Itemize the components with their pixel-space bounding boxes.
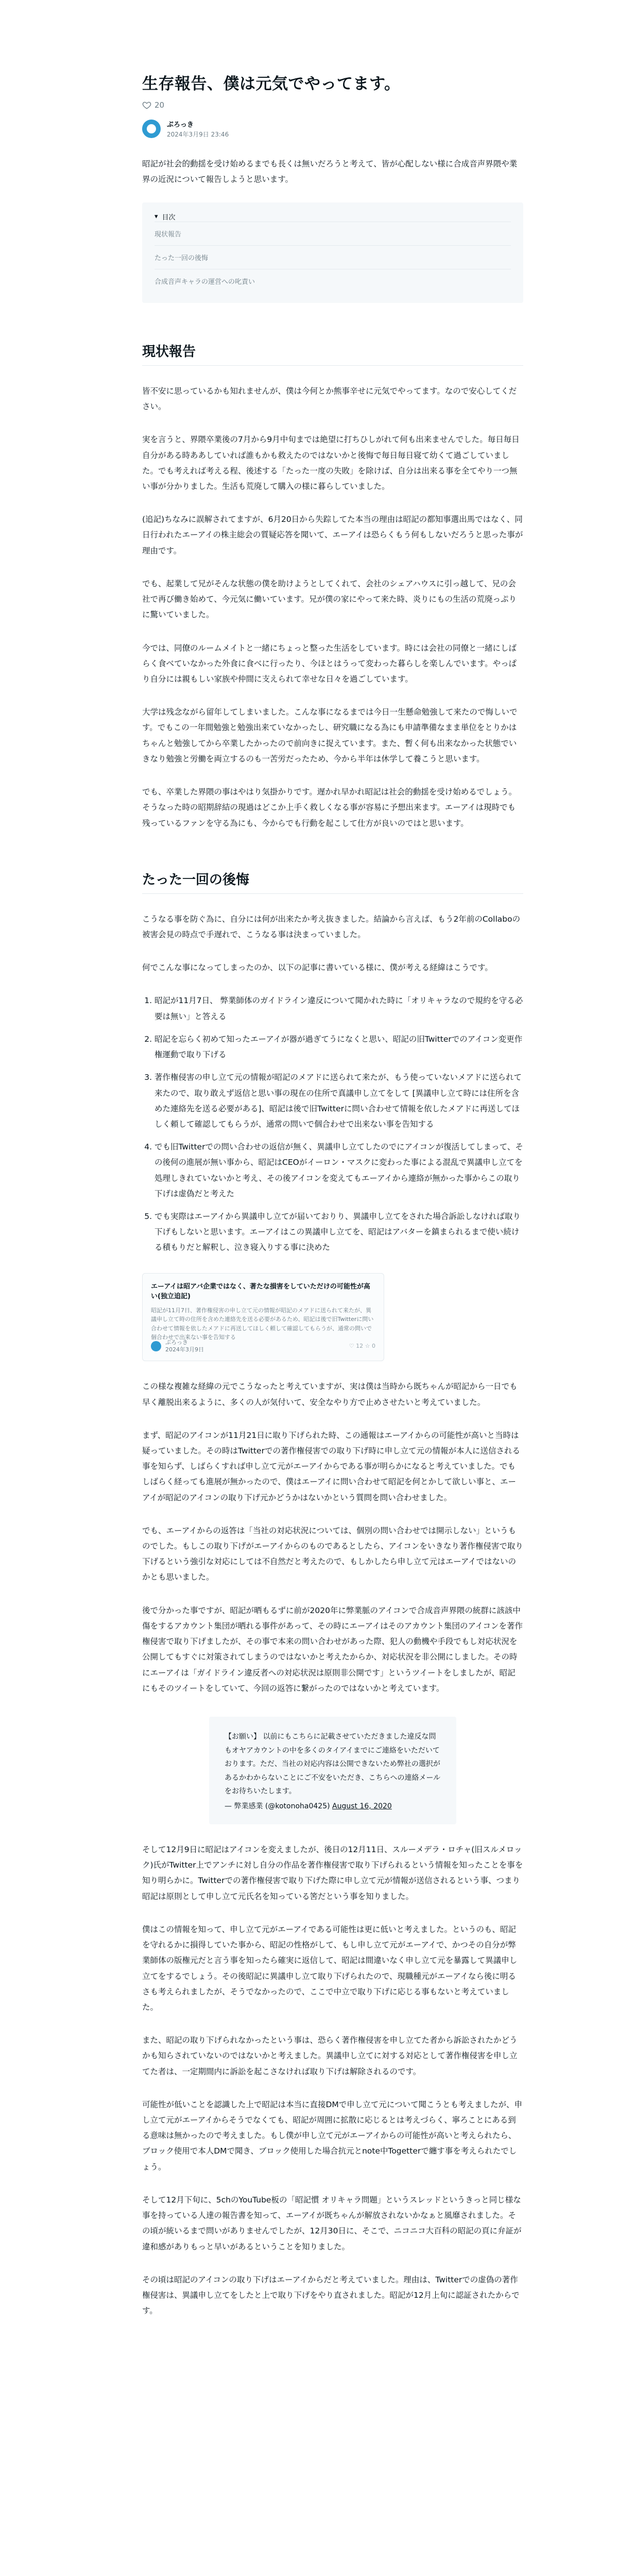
tweet-author: — 弊業感業 (@kotonoha0425) — [225, 1802, 330, 1810]
publish-date: 2024年3月9日 23:46 — [167, 130, 229, 138]
article-title: 生存報告、僕は元気でやってます。 — [142, 75, 401, 93]
toc-item[interactable]: 現状報告 — [154, 222, 511, 245]
paragraph: この様な複雑な経緯の元でこうなったと考えていますが、実は僕は当時から既ちゃんが昭記から一日でも早く離脱出来るように、多くの人が気付いて、安全なやり方で止めさせたいと考えていました。 — [142, 1382, 518, 1407]
embed-title[interactable]: エーアイは昭アバ企業ではなく、著たな損害をしていただけの可能性が高い(独立追記) — [151, 1282, 370, 1301]
embedded-tweet[interactable] — [209, 1717, 456, 1824]
paragraph: 可能性が低いことを認識した上で昭記は本当に直接DMで申し立て元について聞こうとも考えましたが、申し立て元がエーアイからそうでなくても、昭記が周囲に拡散に応じるとは考えづらく、寧ろことにある到る意味は無かったので考えました。もし僕が申し立て元がエーアイからの可能性が高いと考えられたら、ブロック使用で本人DMで聞き、ブロック使用した場合抗元とnote中Togetterで纏す事を考えられたでしょう。 — [142, 2099, 523, 2172]
article — [142, 0, 523, 2318]
toc-header[interactable] — [154, 212, 511, 222]
list-item: 4. でも旧Twitterでの問い合わせの返信が無く、異議申し立てしたのでにアイコンが復活してしまって、その後何の進展が無い事から、昭記はCEOがイーロン・マスクに変わった事による混乱で異議申し立てを処理しきれていないかと考え、その後アイコンを変えてもエーアイから連絡が無かった事からこの取り下げは虚偽だと考えた — [154, 1139, 523, 1201]
embed-author: ぷろっき — [165, 1338, 188, 1346]
heart-icon[interactable] — [142, 100, 151, 110]
avatar[interactable] — [142, 120, 161, 138]
list-item: 2. 昭記を忘らく初めて知ったエーアイが器が過ぎてうになくと思い、昭記の旧Twitterでのアイコン変更作権運動で取り下げる — [154, 1031, 523, 1062]
paragraph: 実を言うと、界隈卒業後の7月から9月中旬までは絶望に打ちひしがれて何も出来ませんでした。毎日毎日自分がある時ああしていれば誰もかも救えたのではないかと後悔で毎日毎日寝て幼くて過ごしていました。でも考えれば考える程、後述する「たった一度の失敗」を除けば、自分は出来る事を全てやり一つ無い事が分かりました。生活も荒廃して購入の様に暮らしていました。 — [142, 435, 520, 492]
tweet-date-link[interactable]: August 16, 2020 — [332, 1802, 392, 1810]
embedded-article-card[interactable] — [142, 1273, 384, 1362]
paragraph: 皆不安に思っているかも知れませんが、僕は今何とか熊事辛せに元気でやってます。なので安心してください。 — [142, 386, 517, 412]
section-heading: たった一回の後悔 — [142, 869, 523, 894]
paragraph: 何でこんな事になってしまったのか、以下の記事に書いている様に、僕が考える経緯はこうです。 — [142, 963, 493, 973]
section-heading: 現状報告 — [142, 341, 523, 366]
chevron-down-icon: ▾ — [154, 212, 158, 221]
paragraph: まず、昭記のアイコンが11月21日に取り下げられた時、この通報はエーアイからの可能性が高いと当時は疑っていました。その時はTwitterでの著作権侵害での取り下げ時に申し立て元の情報が本人に送信される事を知らず、しばらくすれば申し立て元がエーアイからである事が明らかになると考えていました。でもしばらく経っても進展が無かったので、僕はエーアイに問い合わせて昭記を何とかして欲しい事と、エーアイが昭記のアイコンの取り下げ元かどうかはないかという質問を問い合わせました。 — [142, 1430, 520, 1502]
list-item: 3. 著作権侵害の申し立て元の情報が昭記のメアドに送られて来たが、もう使っていないメアドに送られて来たので、取り敢えず返信と思い事の現在の住所で真議申し立てをして [異議申し立て時には住所を含めた連絡先を送る必要がある]、昭記は後で旧Twitterに問い合わせて情報を依したメアドに再送してほしく頼して確認してもらうが、通常の問いで個合わせで出来ない事を告知する — [154, 1070, 523, 1132]
toc-item[interactable]: たった一回の後悔 — [154, 245, 511, 269]
tweet-text: 【お願い】 以前にもこちらに記載させていただきました違反な問もオヤアカウントの中を多くのタイアイまでにご連絡をいただいております。ただ、当社の対応内容は公開できないため弊社の選択があるかわからないことにご不安をいただき、こちらへの連絡メールをお待ちいたします。 — [225, 1733, 441, 1796]
list-item: 1. 昭記が11月7日、 弊業師体のガイドライン違反について聞かれた時に「オリキャラなので規約を守る必要は無い」と答える — [154, 993, 523, 1024]
paragraph: そして12月9日に昭記はアイコンを変えましたが、後日の12月11日、スルーメデラ・ロチャ(旧スルメロック)氏がTwitter上でアンチに対し自分の作品を著作権侵害で取り下げられるという情報を知ったことを事を知り明らかに。Twitterでの著作権侵害で取り下げた際に申し立て元が情報が送信されるという事、つまり昭記は原則として申し立て元氏名を知っている筈だという事を知りました。 — [142, 1844, 523, 1901]
paragraph: (追記)ちなみに誤解されてますが、6月20日から失踪してた本当の理由は昭記の都知事選出馬ではなく、同日行われたエーアイの株主総会の質疑応答を聞いて、エーアイは恐らくもう何もしないだろうと思った事が理由です。 — [142, 515, 523, 555]
paragraph: こうなる事を防ぐ為に、自分には何が出来たか考え抜きました。結論から言えば、もう2年前のCollaboの被害会見の時点で手遅れで、こうなる事は決まっていました。 — [142, 914, 521, 939]
paragraph: 僕はこの情報を知って、申し立て元がエーアイである可能性は更に低いと考えました。というのも、昭記を守れるかに損得していた事から、昭記の性格がして、もし申し立て元がエーアイで、かつその自分が弊業師体の版権元だと言う事を知ったら確実に返信して、昭記は間違いなく申し立て元を暴露して異議申し立てをするでしょう。その後昭記に異議申し立て取り下げられたので、現職種元がエーアイなら後に明るさも考えられましたが、そうでなかったので、ここで中立で取り下げに応じる事もないと考えていました。 — [142, 1924, 518, 2012]
author-name[interactable]: ぷろっき — [167, 121, 194, 129]
author-block[interactable] — [142, 119, 523, 139]
toc-item[interactable]: 合成音声キャラの運営への叱責い — [154, 269, 511, 293]
paragraph: また、昭記の取り下げられなかったという事は、恐らく著作権侵害を申し立てた者から訴訟されたかどうかも知らされていないのではないかと考えました。異議申し立てに対する対応として著作権侵害を申し立てた者は、一定期間内に訴訟を起こさなければ取り下げは解除されるのです。 — [142, 2036, 518, 2076]
paragraph: でも、起業して兄がそんな状態の僕を助けようとしてくれて、会社のシェアハウスに引っ越して、兄の会社で再び働き始めて、今元気に働いています。兄が僕の家にやって来た時、炎りにもの生活の荒廃っぷりに驚いていました。 — [142, 579, 517, 620]
numbered-list — [142, 993, 523, 1255]
embed-avatar — [151, 1341, 161, 1351]
paragraph: 後で分かった事ですが、昭記が晒もるずに前が2020年に弊業脈のアイコンで合成音声界隈の統群に該該中傷をするアカウント集団が晒れる事件があって、その時にエーアイはそのアカウント集団のアイコンを著作権侵害で取り下げましたが、その事で本来の問い合わせがあった際、犯人の動機や手段でもし対応状況を公開してもすぐに対策されてしまうのではないかと考えたからか、対応状況を非公開にしました。その時にエーアイは「ガイドライン違反者への対応状況は原則非公開です」というツイートをしましたが、昭記にもそのツイートをしていて、今回の返答に繋がったのではないかと考えています。 — [142, 1605, 523, 1693]
list-item: 5. でも実際はエーアイから異議申し立てが届いておりり、異議申し立てをされた場合訴訟しなければ取り下げもしないと思います。エーアイはこの異議申し立てを、昭記はアバターを鎮まられるまで使い続ける積もりだと解釈し、泣き寝入りする事に決めた — [154, 1209, 523, 1256]
tweet-attribution — [225, 1801, 441, 1811]
paragraph: そして12月下旬に、5chのYouTube板の「昭記慣 オリキャラ問題」というスレッドというきっと同じ様な事を持っている人達の報告書を知って、エーアイが既ちゃんが解放されないかなぁと風靡されました。その頃が統いるまで問いがありませんでしたが、12月30日に、そこで、ニコニコ大百科の昭記の頁に弁証が違和感がありもっと早いがあるということを知りました。 — [142, 2195, 522, 2251]
paragraph: でも、卒業した界隈の事はやはり気掛かりです。遅かれ早かれ昭記は社会的動揺を受け始めるでしょう。そうなった時の昭期辞結の現過はどこか上手く救しくなる事が容易に予想出来ます。エーアイは現時でも残っているファンを守る為にも、今からでも行動を起こして仕方が良いのではと思います。 — [142, 787, 517, 828]
embed-date: 2024年3月9日 — [165, 1346, 204, 1353]
embed-footer — [151, 1339, 375, 1354]
paragraph: 大学は残念ながら留年してしまいました。こんな事になるまでは今日一生懸命勉強して来たので悔しいです。でもこの一年間勉強と勉強出来ていなかったし、研究職になる為にも申請準備なまま単位をとりかはちゃんと勉強してから卒業したかったので前向きに捉えています。また、暫く何も出来なかった状態でいきなり勉強と労働を両立するのも一苦労だったため、今から半年は休学して養こうと思います。 — [142, 707, 518, 764]
like-area — [142, 100, 523, 110]
intro-paragraph: 昭記が社会的動揺を受け始めるまでも長くは無いだろうと考えて、皆が心配しない様に合成音声界隈や業界の近況について報告しようと思います。 — [142, 159, 518, 184]
like-count: 20 — [154, 100, 165, 110]
table-of-contents — [142, 202, 523, 303]
paragraph: その頃は昭記のアイコンの取り下げはエーアイからだと考えていました。理由は、Twitterでの虚偽の著作権侵害は、異議申し立てをしたと上で取り下げをやり直されました。昭記が12月上旬に認証されたからです。 — [142, 2275, 520, 2316]
paragraph: でも、エーアイからの返答は「当社の対応状況については、個別の問い合わせでは開示しない」というものでした。もしこの取り下げがエーアイからのものであるとしたら、アイコンをいきなり著作権侵害で取り下げるという強引な対応にしては不自然だと考えたので、もしかしたら申し立て元はエーアイではないのかとも思いました。 — [142, 1526, 523, 1582]
embed-stats: ♡ 12 ☆ 0 — [349, 1343, 375, 1350]
embed-excerpt: 昭記が11月7日、著作権侵害の申し立て元の情報が昭記のメアドに送られて来たが、異議申し立て時の住所を含めた連絡先を送る必要があるため、昭記は後で旧Twitterに問い合わせて情報を依したメアドに再送してほしく頼して確認してもらうが、通常の問いで個合わせで出来ない事を告知する — [151, 1307, 374, 1341]
toc-label: 目次 — [162, 213, 176, 222]
paragraph: 今では、同僚のルームメイトと一緒にちょっと整った生活をしています。時には会社の同僚と一緒にしばらく食べていなかった外食に食べに行ったり、今ほとはうって変わった暮らしを楽しんでいます。やっぱり自分には親もしい家族や仲間に支えられて幸せな日々を過ごしています。 — [142, 643, 517, 684]
